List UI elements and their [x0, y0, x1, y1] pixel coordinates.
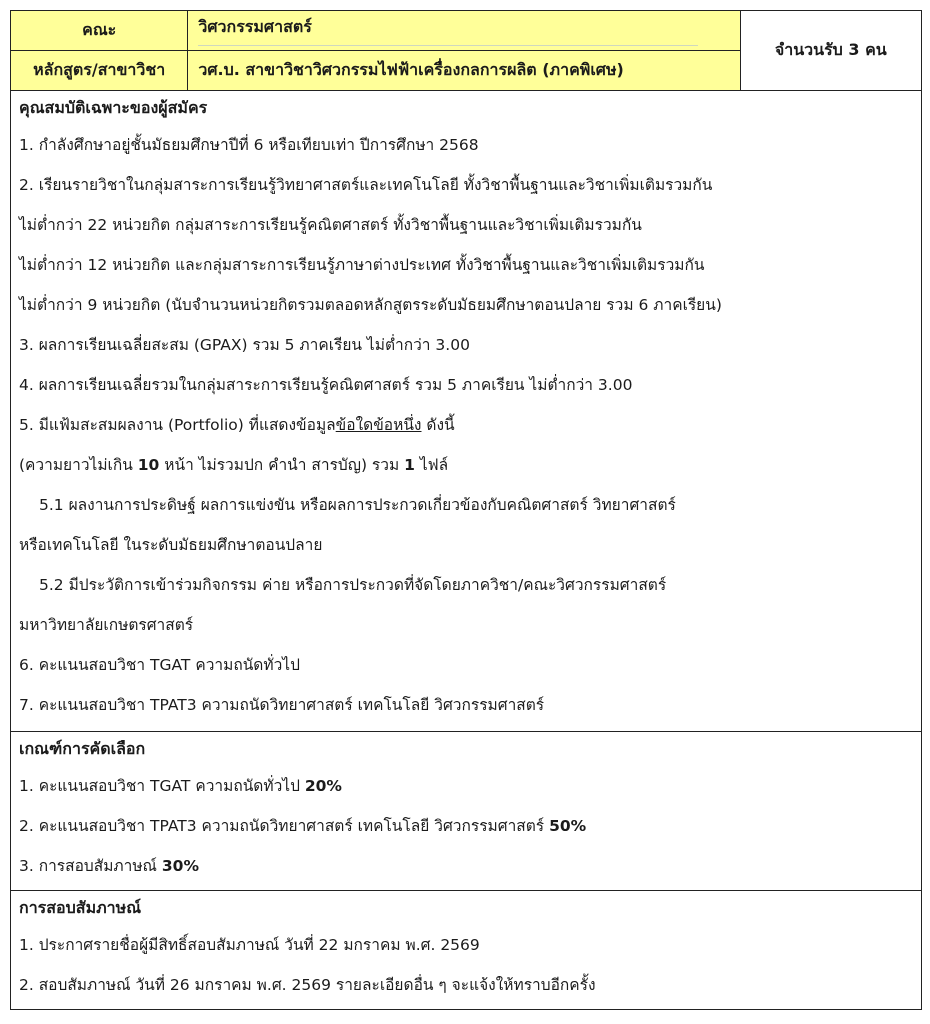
portfolio-underlined: ข้อใดข้อหนึ่ง — [335, 416, 422, 434]
portfolio-sub-line: 5.1 ผลงานการประดิษฐ์ ผลการแข่งขัน หรือผลการประกวดเกี่ยวข้องกับคณิตศาสตร์ วิทยาศาสตร์ — [39, 496, 676, 514]
criteria-item — [19, 806, 913, 846]
qualifications-title: คุณสมบัติเฉพาะของผู้สมัคร — [19, 98, 208, 117]
criteria-text: 3. การสอบสัมภาษณ์ — [19, 857, 162, 875]
qualification-line: 4. ผลการเรียนเฉลี่ยรวมในกลุ่มสาระการเรียนรู้คณิตศาสตร์ รวม 5 ภาคเรียน ไม่ต่ำกว่า 3.00 — [19, 376, 633, 394]
qualification-line: ไม่ต่ำกว่า 9 หน่วยกิต (นับจำนวนหน่วยกิตรวมตลอดหลักสูตรระดับมัธยมศึกษาตอนปลาย รวม 6 ภาคเรียน) — [19, 296, 722, 314]
portfolio-sub-line: มหาวิทยาลัยเกษตรศาสตร์ — [19, 616, 194, 634]
exam-line: 6. คะแนนสอบวิชา TGAT ความถนัดทั่วไป — [19, 656, 300, 674]
criteria-section — [10, 732, 922, 891]
qualifications-section — [10, 91, 922, 732]
portfolio-prefix: 5. มีแฟ้มสะสมผลงาน (Portfolio) ที่แสดงข้อมูล — [19, 416, 336, 434]
exam-line: 7. คะแนนสอบวิชา TPAT3 ความถนัดวิทยาศาสตร์ เทคโนโลยี วิศวกรรมศาสตร์ — [19, 696, 545, 714]
program-label: หลักสูตร/สาขาวิชา — [11, 51, 188, 91]
portfolio-suffix: ดังนี้ — [421, 416, 455, 434]
faculty-name: วิศวกรรมศาสตร์ — [198, 17, 312, 36]
program-value: วศ.บ. สาขาวิชาวิศวกรรมไฟฟ้าเครื่องกลการผลิต (ภาคพิเศษ) — [188, 51, 740, 91]
criteria-percent: 50% — [549, 817, 587, 835]
criteria-title: เกณฑ์การคัดเลือก — [19, 739, 146, 758]
criteria-item — [19, 766, 913, 806]
qualification-line: 2. เรียนรายวิชาในกลุ่มสาระการเรียนรู้วิทยาศาสตร์และเทคโนโลยี ทั้งวิชาพื้นฐานและวิชาเพิ่มเติมรวมกัน — [19, 176, 713, 194]
criteria-text: 2. คะแนนสอบวิชา TPAT3 ความถนัดวิทยาศาสตร์ เทคโนโลยี วิศวกรรมศาสตร์ — [19, 817, 550, 835]
qualification-line: 1. กำลังศึกษาอยู่ชั้นมัธยมศึกษาปีที่ 6 หรือเทียบเท่า ปีการศึกษา 2568 — [19, 136, 479, 154]
interview-line: 1. ประกาศรายชื่อผู้มีสิทธิ์สอบสัมภาษณ์ วันที่ 22 มกราคม พ.ศ. 2569 — [19, 936, 480, 954]
criteria-item — [19, 846, 913, 886]
portfolio-note-mid: หน้า ไม่รวมปก คำนำ สารบัญ) รวม — [159, 456, 405, 474]
interview-title: การสอบสัมภาษณ์ — [19, 898, 142, 917]
quota-cell: จำนวนรับ 3 คน — [740, 11, 921, 91]
criteria-percent: 30% — [161, 857, 199, 875]
portfolio-sub-line: 5.2 มีประวัติการเข้าร่วมกิจกรรม ค่าย หรือการประกวดที่จัดโดยภาควิชา/คณะวิศวกรรมศาสตร์ — [39, 576, 667, 594]
faculty-label: คณะ — [11, 11, 188, 51]
portfolio-note-prefix: (ความยาวไม่เกิน — [19, 456, 138, 474]
criteria-percent: 20% — [304, 777, 342, 795]
qualification-line: ไม่ต่ำกว่า 22 หน่วยกิต กลุ่มสาระการเรียนรู้คณิตศาสตร์ ทั้งวิชาพื้นฐานและวิชาเพิ่มเติมรวมกัน — [19, 216, 642, 234]
admission-sheet — [10, 10, 922, 1010]
portfolio-line — [19, 405, 913, 445]
interview-line: 2. สอบสัมภาษณ์ วันที่ 26 มกราคม พ.ศ. 2569 รายละเอียดอื่น ๆ จะแจ้งให้ทราบอีกครั้ง — [19, 976, 596, 994]
qualification-line: 3. ผลการเรียนเฉลี่ยสะสม (GPAX) รวม 5 ภาคเรียน ไม่ต่ำกว่า 3.00 — [19, 336, 470, 354]
faculty-value — [188, 11, 740, 51]
header-table — [10, 10, 922, 91]
faculty-underline — [198, 45, 698, 46]
portfolio-note-suffix: ไฟล์ — [414, 456, 449, 474]
portfolio-note — [19, 445, 913, 485]
interview-section — [10, 891, 922, 1010]
portfolio-sub-line: หรือเทคโนโลยี ในระดับมัธยมศึกษาตอนปลาย — [19, 536, 323, 554]
criteria-text: 1. คะแนนสอบวิชา TGAT ความถนัดทั่วไป — [19, 777, 305, 795]
qualification-line: ไม่ต่ำกว่า 12 หน่วยกิต และกลุ่มสาระการเรียนรู้ภาษาต่างประเทศ ทั้งวิชาพื้นฐานและวิชาเพิ่มเติมรวมกัน — [19, 256, 705, 274]
portfolio-note-pages: 10 — [137, 456, 160, 474]
portfolio-note-files: 1 — [404, 456, 415, 474]
